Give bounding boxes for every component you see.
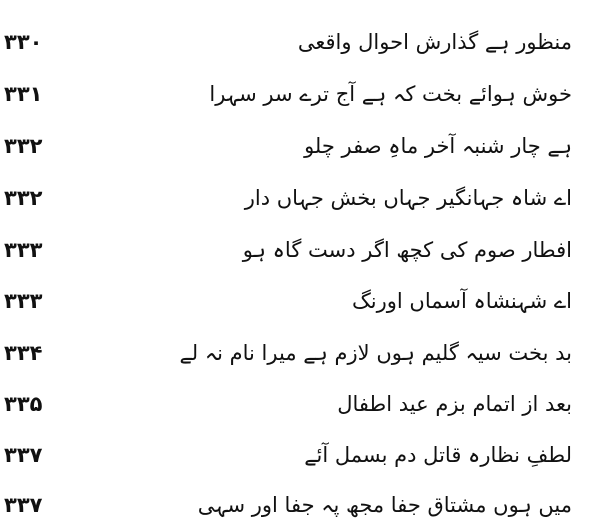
toc-entry (0, 384, 600, 424)
toc-entry-page-number: ۳۳۷ (4, 443, 43, 467)
toc-entry-page-number: ۳۳۳ (4, 289, 43, 313)
toc-entry-title: افطار صوم کی کچھ اگر دست گاہ ہو (242, 238, 572, 262)
toc-entry-title: میں ہوں مشتاق جفا مجھ پہ جفا اور سہی (197, 493, 572, 517)
toc-entry (0, 22, 600, 62)
toc-entry (0, 178, 600, 218)
toc-entry (0, 485, 600, 525)
toc-entry-title: منظور ہے گذارش احوال واقعی (297, 30, 572, 54)
toc-entry-title: خوش ہوائے بخت کہ ہے آج ترے سر سہرا (209, 82, 572, 106)
toc-entry (0, 230, 600, 270)
toc-entry (0, 435, 600, 475)
toc-entry (0, 281, 600, 321)
toc-entry-page-number: ۳۳۴ (4, 341, 43, 365)
toc-entry-page-number: ۳۳۱ (4, 82, 43, 106)
toc-entry-title: اے شہنشاہ آسماں اورنگ (352, 289, 572, 313)
toc-entry-page-number: ۳۳۷ (4, 493, 43, 517)
toc-entry-title: بعد از اتمام بزم عید اطفال (337, 392, 572, 416)
toc-entry-page-number: ۳۳۲ (4, 134, 43, 158)
toc-entry-page-number: ۳۳۳ (4, 238, 43, 262)
toc-entry-page-number: ۳۳۲ (4, 186, 43, 210)
toc-entry-title: اے شاہ جہانگیر جہاں بخش جہاں دار (244, 186, 572, 210)
toc-entry-page-number: ۳۳۰ (4, 30, 43, 54)
toc-entry-page-number: ۳۳۵ (4, 392, 43, 416)
toc-entry-title: ہے چار شنبہ آخر ماہِ صفر چلو (304, 134, 572, 158)
toc-entry (0, 126, 600, 166)
toc-entry (0, 74, 600, 114)
toc-entry (0, 333, 600, 373)
toc-entry-title: بد بخت سیہ گلیم ہوں لازم ہے میرا نام نہ لے (179, 341, 572, 365)
toc-entry-title: لطفِ نظارہ قاتل دم بسمل آئے (304, 443, 572, 467)
